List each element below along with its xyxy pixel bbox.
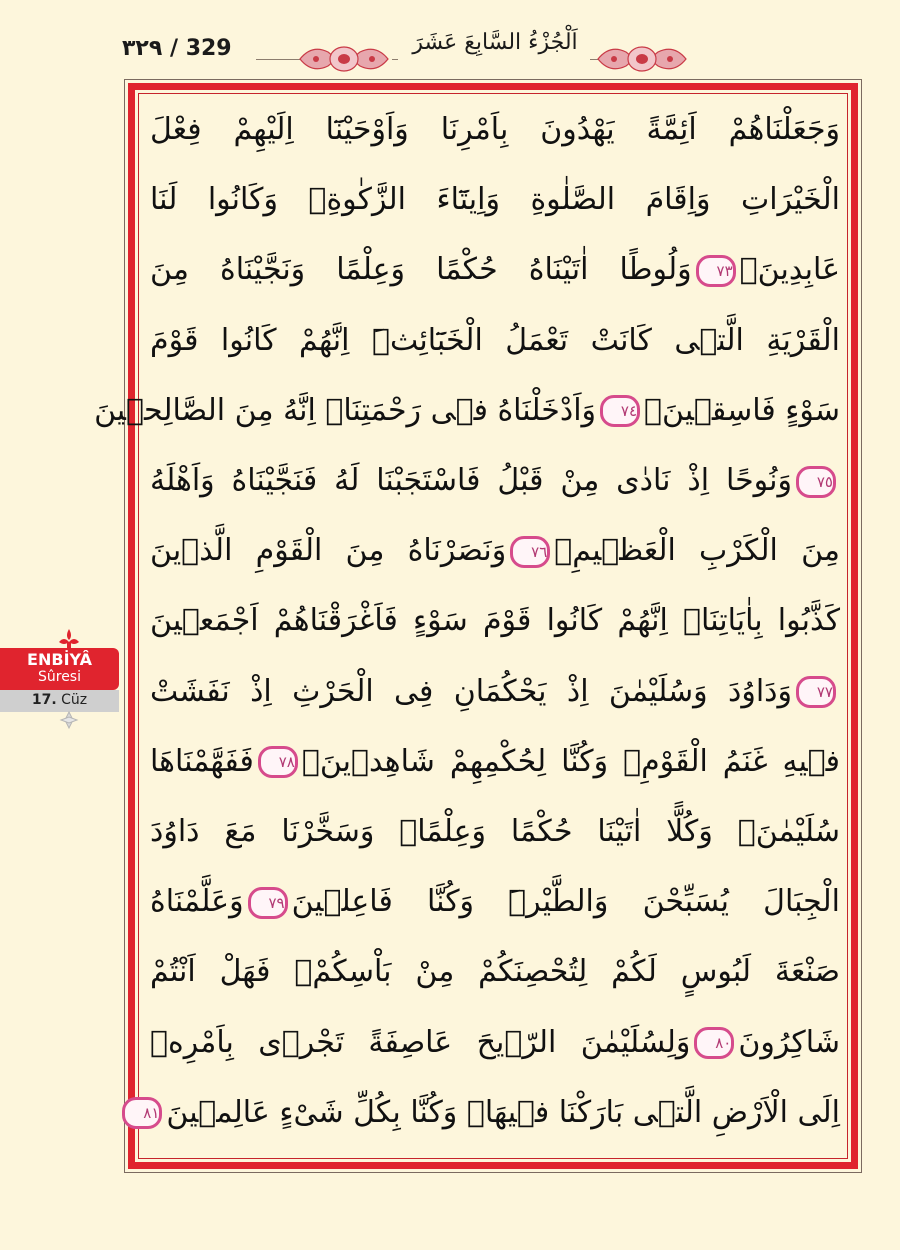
verse-text: الْقَرْيَةِ الَّتٖى كَانَتْ تَعْمَلُ الْخَبَٓائِثَۜ اِنَّهُمْ كَانُوا قَوْمَ: [150, 322, 840, 358]
text-line: [143, 1083, 840, 1143]
ayah-number-marker: ٧٦: [510, 536, 550, 568]
text-line: [150, 170, 840, 230]
text-line: [150, 662, 840, 722]
text-line: [150, 240, 840, 300]
verse-text: وَعَلَّمْنَاهُ: [150, 884, 244, 920]
ayah-number-marker: ٧٥: [796, 466, 836, 498]
page-number: [122, 36, 232, 61]
page-number-arabic: ٣٢٩: [122, 36, 163, 61]
surah-tab[interactable]: [0, 628, 122, 728]
verse-text: سَوْءٍ فَاسِقٖينَۙ: [644, 392, 840, 428]
text-line: [150, 872, 840, 932]
ayah-number-marker: ٨٠: [694, 1027, 734, 1059]
page-number-separator: /: [169, 36, 179, 61]
juz-number: 17.: [31, 692, 57, 708]
verse-text: شَاكِرُونَ: [738, 1024, 840, 1060]
verse-text: الْجِبَالَ يُسَبِّحْنَ وَالطَّيْرَۜ وَكُنَّا فَاعِلٖينَ: [291, 884, 840, 920]
verse-text: فَفَهَّمْنَاهَا: [150, 743, 254, 779]
verse-text: سُلَيْمٰنَۚ وَكُلًّا اٰتَيْنَا حُكْمًا وَعِلْمًاۘ وَسَخَّرْنَا مَعَ دَاوُدَ: [150, 814, 840, 849]
text-line: [150, 802, 840, 862]
ayah-number-marker: ٧٣: [696, 255, 736, 287]
diamond-ornament-icon: [60, 712, 78, 728]
ayah-number-marker: ٨١: [122, 1097, 162, 1129]
verse-text: كَذَّبُوا بِاٰيَاتِنَاۜ اِنَّهُمْ كَانُوا قَوْمَ سَوْءٍ فَاَغْرَقْنَاهُمْ اَجْمَعٖينَ: [150, 603, 840, 639]
text-line: [150, 311, 840, 371]
text-line: [94, 381, 840, 441]
text-line: [150, 1013, 840, 1073]
verse-text: عَابِدِينَۙ: [739, 252, 840, 288]
fleur-ornament-icon: [57, 628, 81, 650]
text-line: [150, 942, 840, 1002]
text-line: [150, 732, 840, 792]
header-rule-left: [256, 59, 300, 60]
juz-label: Cüz: [61, 692, 88, 708]
text-line: [150, 591, 840, 651]
text-line: [150, 451, 840, 511]
verse-text: وَجَعَلْنَاهُمْ اَئِمَّةً يَهْدُونَ بِاَمْرِنَا وَاَوْحَيْنَٓا اِلَيْهِمْ فِعْلَ: [150, 112, 840, 147]
verse-text: وَنَصَرْنَاهُ مِنَ الْقَوْمِ الَّذٖينَ: [150, 533, 507, 569]
verse-text: الْخَيْرَاتِ وَاِقَامَ الصَّلٰوةِ وَاِيتَٓاءَ الزَّكٰوةِۚ وَكَانُوا لَنَا: [150, 182, 840, 218]
ayah-number-marker: ٧٧: [796, 676, 836, 708]
ayah-number-marker: ٧٩: [248, 887, 288, 919]
text-line: [150, 521, 840, 581]
verse-text: وَاَدْخَلْنَاهُ فٖى رَحْمَتِنَاۜ اِنَّهُ مِنَ الصَّالِحٖينَ: [94, 392, 597, 428]
right-ornament-icon: [596, 42, 688, 76]
header-rule-mid-left: [392, 59, 398, 60]
ayah-number-marker: ٧٤: [600, 395, 640, 427]
verse-text: اِلَى الْاَرْضِ الَّتٖى بَارَكْنَا فٖيهَاۜ وَكُنَّا بِكُلِّ شَىْءٍ عَالِمٖينَ: [166, 1094, 840, 1130]
verse-text: وَلِسُلَيْمٰنَ الرّٖيحَ عَاصِفَةً تَجْرٖى بِاَمْرِهٖ: [150, 1024, 691, 1060]
verse-text: فٖيهِ غَنَمُ الْقَوْمِۚ وَكُنَّا لِحُكْمِهِمْ شَاهِدٖينَۙ: [301, 743, 840, 779]
juz-label-row: [0, 692, 119, 708]
surah-name: ENBİYÂ: [27, 650, 92, 669]
text-line: [150, 100, 840, 160]
verse-text: وَدَاوُدَ وَسُلَيْمٰنَ اِذْ يَحْكُمَانِ فِى الْحَرْثِ اِذْ نَفَشَتْ: [150, 673, 792, 709]
juz-title: اَلْجُزْءُ السَّابِعَ عَشَرَ: [412, 30, 578, 55]
verse-text: صَنْعَةَ لَبُوسٍ لَكُمْ لِتُحْصِنَكُمْ مِنْ بَاْسِكُمْۚ فَهَلْ اَنْتُمْ: [150, 954, 840, 990]
page-header: [0, 0, 900, 80]
ayah-number-marker: ٧٨: [258, 746, 298, 778]
left-ornament-icon: [298, 42, 390, 76]
verse-text: وَلُوطًا اٰتَيْنَاهُ حُكْمًا وَعِلْمًا وَنَجَّيْنَاهُ مِنَ: [150, 252, 692, 288]
page-number-latin: 329: [185, 36, 232, 61]
verse-text: مِنَ الْكَرْبِ الْعَظٖيمِۚ: [554, 533, 840, 569]
surah-label: Sûresi: [37, 669, 81, 685]
verse-text: وَنُوحًا اِذْ نَادٰى مِنْ قَبْلُ فَاسْتَجَبْنَا لَهُ فَنَجَّيْنَاهُ وَاَهْلَهُ: [150, 463, 792, 498]
